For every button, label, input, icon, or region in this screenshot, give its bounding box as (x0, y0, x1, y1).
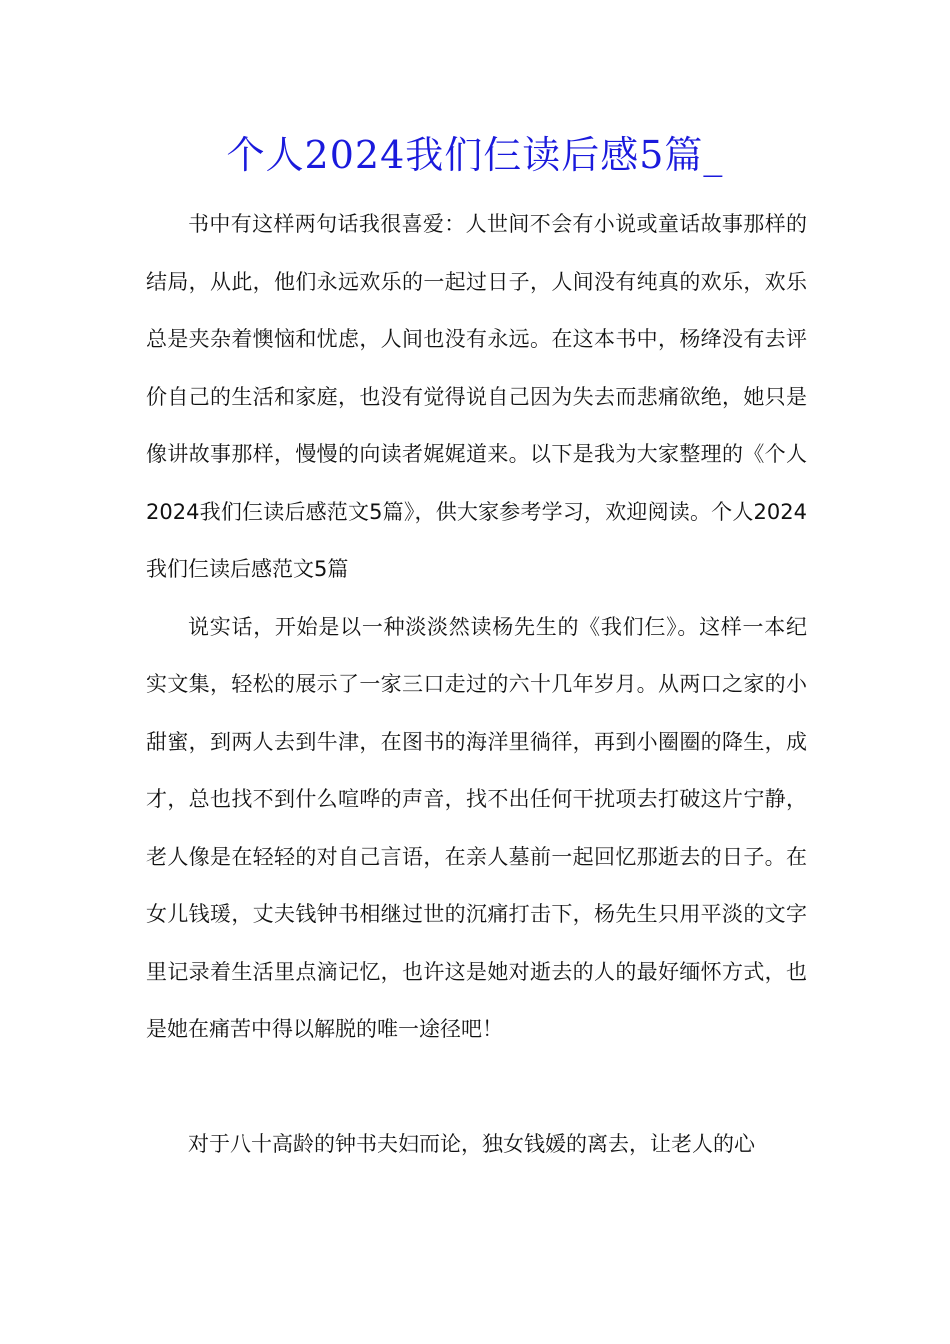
paragraph-1: 书中有这样两句话我很喜爱：人世间不会有小说或童话故事那样的结局，从此，他们永远欢乐的一起过日子，人间没有纯真的欢乐，欢乐总是夹杂着懊恼和忧虑，人间也没有永远。在这本书中，杨绛没有去评价自己的生活和家庭，也没有觉得说自己因为失去而悲痛欲绝，她只是像讲故事那样，慢慢的向读者娓娓道来。以下是我为大家整理的《个人2024我们仨读后感范文5篇》，供大家参考学习，欢迎阅读。个人2024我们仨读后感范文5篇 (146, 212, 807, 581)
paragraph-3: 对于八十高龄的钟书夫妇而论，独女钱媛的离去，让老人的心 (188, 1132, 755, 1156)
document-title: 个人2024我们仨读后感5篇_ (226, 133, 724, 177)
document-body (146, 196, 807, 1174)
paragraph-gap (146, 1059, 807, 1117)
paragraph-2: 说实话，开始是以一种淡淡然读杨先生的《我们仨》。这样一本纪实文集，轻松的展示了一家三口走过的六十几年岁月。从两口之家的小甜蜜，到两人去到牛津，在图书的海洋里徜徉，再到小圈圈的降生，成才，总也找不到什么喧哗的声音，找不出任何干扰项去打破这片宁静，老人像是在轻轻的对自己言语，在亲人墓前一起回忆那逝去的日子。在女儿钱瑗，丈夫钱钟书相继过世的沉痛打击下，杨先生只用平淡的文字里记录着生活里点滴记忆，也许这是她对逝去的人的最好缅怀方式，也是她在痛苦中得以解脱的唯一途径吧！ (146, 614, 807, 1041)
